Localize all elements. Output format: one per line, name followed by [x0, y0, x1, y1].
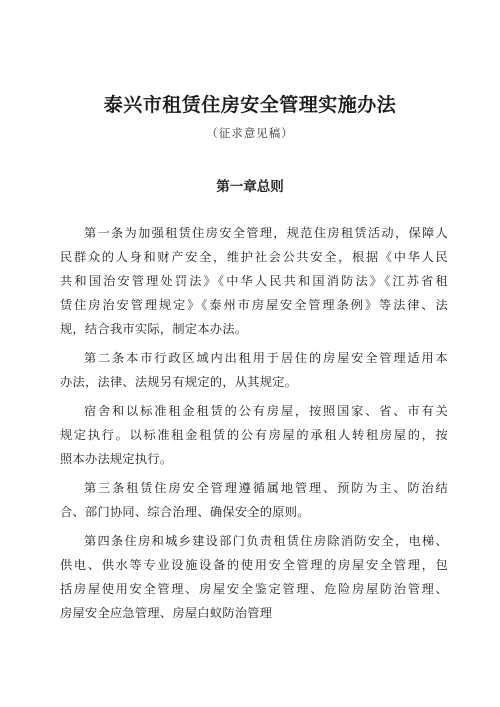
text-line: 房屋安全应急管理、房屋白蚁防治管理 [60, 606, 273, 620]
text-line: 供电、供水等专业设施设备的使用安全管理的房屋安全管理，包 [60, 558, 448, 572]
chapter-heading: 第一章总则 [216, 179, 284, 195]
text-line: 办法，法律、法规另有规定的，从其规定。 [60, 375, 298, 389]
paragraph-article-3 [60, 476, 448, 524]
text-line: 照本办法规定执行。 [60, 452, 173, 466]
paragraph-dormitory-rule [60, 399, 448, 471]
text-line: 规定执行。以标准租金租赁的公有房屋的承租人转租房屋的，按 [60, 428, 448, 442]
document-title: 泰兴市租赁住房安全管理实施办法 [103, 94, 397, 116]
document-subtitle: （征求意见稿） [206, 126, 294, 140]
text-line: 第三条租赁住房安全管理遵循属地管理、预防为主、防治结 [84, 481, 448, 495]
paragraph-article-2 [60, 346, 448, 394]
text-line: 规，结合我市实际，制定本办法。 [60, 322, 248, 336]
text-line: 民群众的人身和财产安全，维护社会公共安全，根据《中华人民 [60, 250, 448, 264]
text-line: 宿舍和以标准租金租赁的公有房屋，按照国家、省、市有关 [84, 404, 448, 418]
paragraph-article-1 [60, 221, 448, 341]
text-line: 赁住房治安管理规定》《泰州市房屋安全管理条例》等法律、法 [60, 298, 448, 312]
text-line: 第二条本市行政区域内出租用于居住的房屋安全管理适用本 [84, 351, 448, 365]
paragraph-article-4 [60, 529, 448, 625]
text-line: 括房屋使用安全管理、房屋安全鉴定管理、危险房屋防治管理、 [60, 582, 448, 596]
text-line: 第四条住房和城乡建设部门负责租赁住房除消防安全，电梯、 [84, 534, 448, 548]
text-line: 第一条为加强租赁住房安全管理，规范住房租赁活动，保障人 [84, 226, 448, 240]
text-line: 共和国治安管理处罚法》《中华人民共和国消防法》《江苏省租 [60, 274, 448, 288]
text-line: 合、部门协同、综合治理、确保安全的原则。 [60, 505, 310, 519]
document-body [60, 221, 448, 625]
